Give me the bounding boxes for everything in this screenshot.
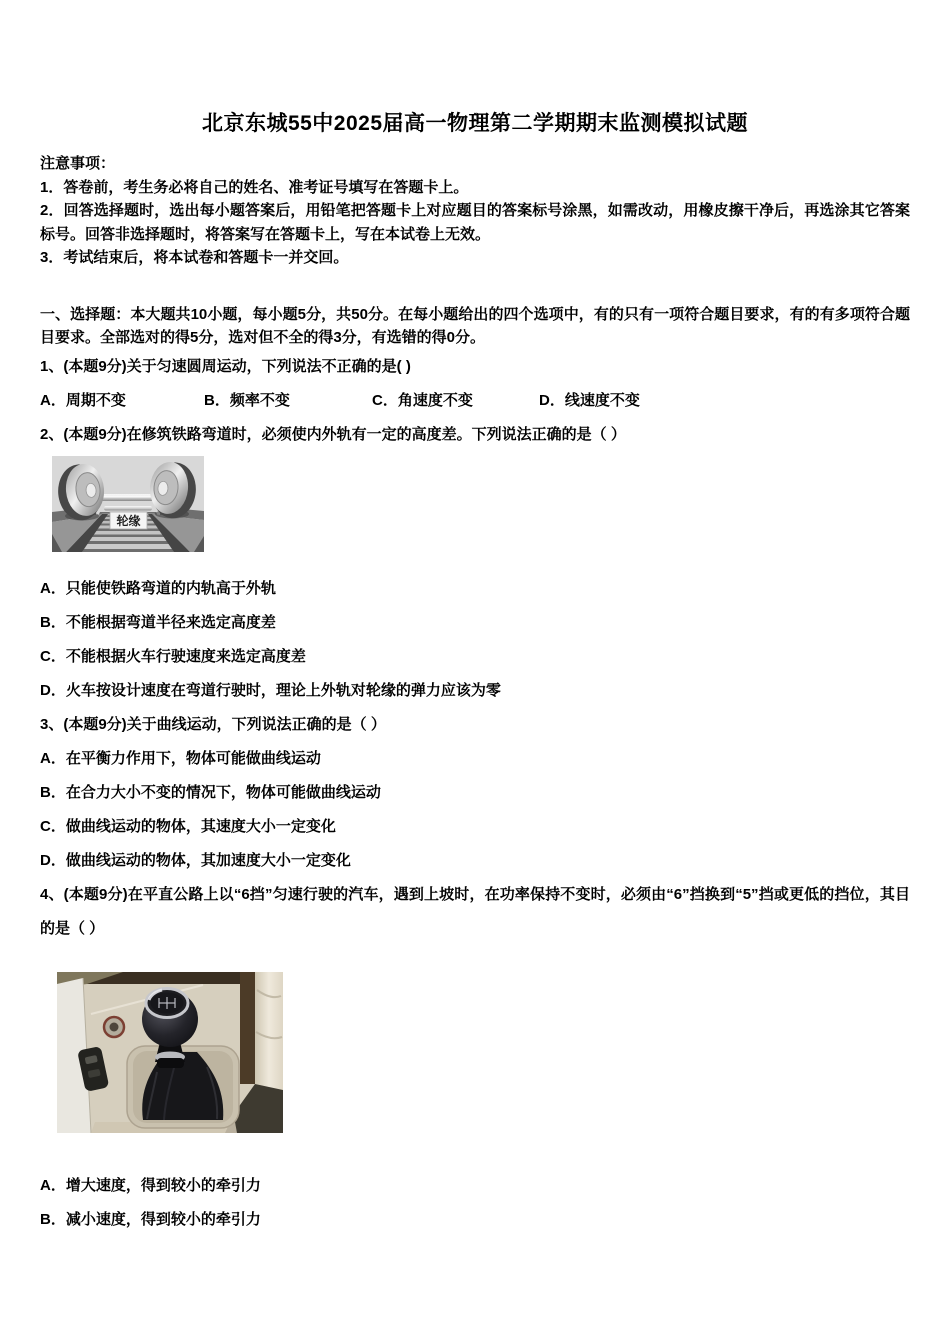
question-4-option-b: B．减小速度，得到较小的牵引力 bbox=[40, 1210, 261, 1228]
notice-item-2: 2．回答选择题时，选出每小题答案后，用铅笔把答题卡上对应题目的答案标号涂黑，如需改动，用橡皮擦干净后，再选涂其它答案标号。回答非选择题时，将答案写在答题卡上，写在本试卷上无效。 bbox=[40, 202, 910, 243]
notice-item-3: 3．考试结束后，将本试卷和答题卡一并交回。 bbox=[40, 249, 349, 266]
section-intro: 一、选择题：本大题共10小题，每小题5分，共50分。在每小题给出的四个选项中，有的只有一项符合题目要求，有的有多项符合题目要求。全部选对的得5分，选对但不全的得3分，有选错的得0分。 bbox=[40, 305, 910, 346]
question-3-option-b: B．在合力大小不变的情况下，物体可能做曲线运动 bbox=[40, 783, 381, 801]
wheel-flange-label: 轮缘 bbox=[116, 513, 141, 528]
question-3-stem: 3、(本题9分)关于曲线运动，下列说法正确的是（ ） bbox=[40, 715, 386, 733]
notice-heading: 注意事项： bbox=[40, 155, 116, 172]
notice-item-1: 1．答卷前，考生务必将自己的姓名、准考证号填写在答题卡上。 bbox=[40, 178, 469, 196]
question-1-option-b: B．频率不变 bbox=[204, 391, 290, 409]
question-3-option-a: A．在平衡力作用下，物体可能做曲线运动 bbox=[40, 749, 321, 767]
page-title: 北京东城55中2025届高一物理第二学期期末监测模拟试题 bbox=[201, 112, 749, 135]
train-wheelset-photo bbox=[52, 456, 204, 552]
question-4-stem: 4、(本题9分)在平直公路上以“6挡”匀速行驶的汽车，遇到上坡时，在功率保持不变时，必须由“6”挡换到“5”挡或更低的挡位，其目的是（ ） bbox=[40, 885, 910, 937]
question-4-option-a: A．增大速度，得到较小的牵引力 bbox=[40, 1176, 261, 1194]
question-1-stem: 1、(本题9分)关于匀速圆周运动，下列说法不正确的是( ) bbox=[40, 357, 411, 375]
question-2-option-b: B．不能根据弯道半径来选定高度差 bbox=[40, 613, 276, 631]
question-3-option-c: C．做曲线运动的物体，其速度大小一定变化 bbox=[40, 817, 336, 835]
question-2-stem: 2、(本题9分)在修筑铁路弯道时，必须使内外轨有一定的高度差。下列说法正确的是（ ） bbox=[40, 425, 626, 443]
questions-area bbox=[40, 350, 910, 1237]
question-3-option-d: D．做曲线运动的物体，其加速度大小一定变化 bbox=[40, 851, 351, 869]
notice-section bbox=[40, 152, 910, 270]
question-2-option-d: D．火车按设计速度在弯道行驶时，理论上外轨对轮缘的弹力应该为零 bbox=[40, 681, 501, 699]
question-1-option-c: C．角速度不变 bbox=[372, 391, 473, 409]
question-1-options bbox=[40, 384, 910, 418]
gear-shift-photo bbox=[57, 972, 283, 1133]
question-2-option-a: A．只能使铁路弯道的内轨高于外轨 bbox=[40, 579, 276, 597]
question-2-option-c: C．不能根据火车行驶速度来选定高度差 bbox=[40, 647, 306, 665]
question-1-option-d: D．线速度不变 bbox=[539, 391, 640, 409]
question-1-option-a: A．周期不变 bbox=[40, 391, 126, 409]
